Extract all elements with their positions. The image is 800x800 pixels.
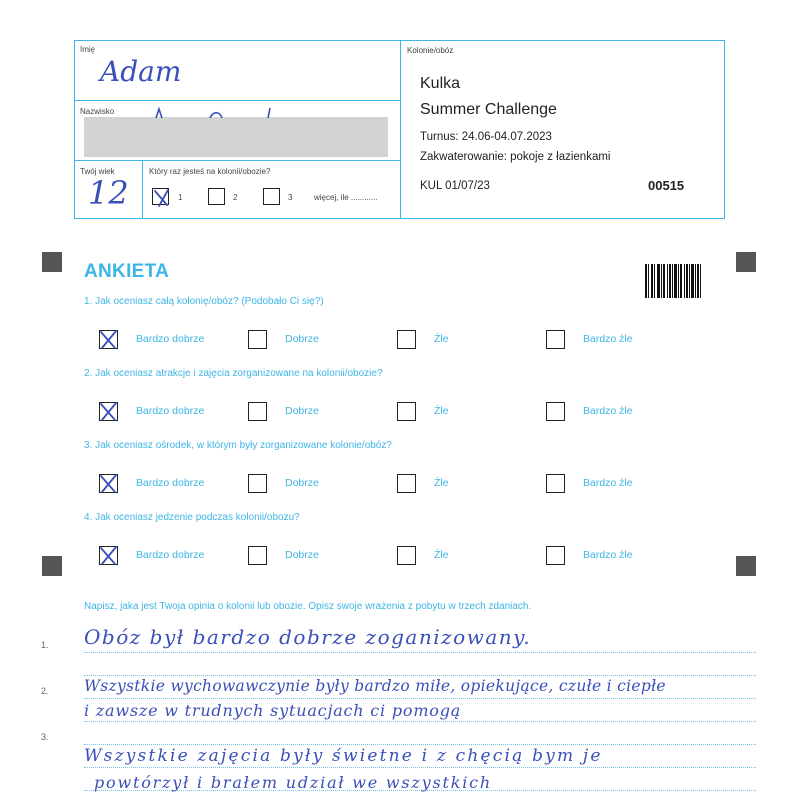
option-label: Bardzo źle bbox=[583, 405, 633, 417]
question-3-checkbox-2[interactable] bbox=[248, 474, 267, 493]
nazwisko-ink-fragments bbox=[150, 106, 280, 125]
option-label: Bardzo źle bbox=[583, 477, 633, 489]
question-4-checkbox-1[interactable] bbox=[99, 546, 118, 565]
option-label: Źle bbox=[434, 333, 449, 345]
option-label: Źle bbox=[434, 549, 449, 561]
ktory-raz-checkbox-1[interactable] bbox=[152, 188, 169, 205]
option-label: Bardzo dobrze bbox=[136, 405, 205, 417]
handwritten-x-mark-icon bbox=[149, 185, 175, 211]
header-divider-vertical bbox=[400, 41, 401, 218]
handwritten-x-mark-icon bbox=[96, 471, 122, 497]
survey-title: ANKIETA bbox=[84, 261, 170, 282]
opinion-text-line-1: Obóz był bardzo dobrze zoganizowany. bbox=[84, 625, 532, 649]
imie-label: Imię bbox=[80, 45, 96, 54]
form-number: 00515 bbox=[648, 178, 685, 193]
registration-marker-bottom-left bbox=[42, 556, 62, 576]
option-label: Bardzo dobrze bbox=[136, 549, 205, 561]
opinion-number-2: 2. bbox=[41, 686, 49, 696]
question-text: 4. Jak oceniasz jedzenie podczas kolonii/obozu? bbox=[84, 512, 300, 523]
opinion-line bbox=[84, 767, 756, 768]
option-label: Bardzo źle bbox=[583, 549, 633, 561]
option-label: Dobrze bbox=[285, 549, 319, 561]
option-label: Dobrze bbox=[285, 333, 319, 345]
ktory-raz-label: Który raz jesteś na kolonii/obozie? bbox=[149, 167, 271, 176]
question-2-checkbox-4[interactable] bbox=[546, 402, 565, 421]
option-label: Bardzo dobrze bbox=[136, 477, 205, 489]
nazwisko-label: Nazwisko bbox=[80, 107, 115, 116]
option-label: Źle bbox=[434, 477, 449, 489]
question-3-checkbox-4[interactable] bbox=[546, 474, 565, 493]
question-1-checkbox-4[interactable] bbox=[546, 330, 565, 349]
question-3-checkbox-1[interactable] bbox=[99, 474, 118, 493]
zakwaterowanie: Zakwaterowanie: pokoje z łazienkami bbox=[420, 151, 611, 163]
ktory-raz-option-1: 1 bbox=[178, 193, 183, 202]
opinion-line bbox=[84, 652, 756, 653]
camp-code: KUL 01/07/23 bbox=[420, 180, 490, 192]
turnus: Turnus: 24.06-04.07.2023 bbox=[420, 131, 552, 143]
ktory-raz-checkbox-3[interactable] bbox=[263, 188, 280, 205]
question-text: 1. Jak oceniasz całą kolonię/obóz? (Podobało Ci się?) bbox=[84, 296, 324, 307]
handwritten-x-mark-icon bbox=[96, 399, 122, 425]
camp-program: Summer Challenge bbox=[420, 101, 557, 118]
header-divider-2 bbox=[75, 160, 400, 161]
imie-value: Adam bbox=[100, 55, 182, 88]
opinion-line bbox=[84, 675, 756, 676]
kolonie-label: Kolonie/obóz bbox=[407, 46, 454, 55]
question-1-checkbox-1[interactable] bbox=[99, 330, 118, 349]
question-2-checkbox-1[interactable] bbox=[99, 402, 118, 421]
registration-marker-top-left bbox=[42, 252, 62, 272]
opinion-line bbox=[84, 721, 756, 722]
camp-name: Kulka bbox=[420, 75, 461, 92]
ktory-raz-option-2: 2 bbox=[233, 193, 238, 202]
wiek-value: 12 bbox=[88, 174, 129, 212]
question-4-checkbox-3[interactable] bbox=[397, 546, 416, 565]
header-divider-3 bbox=[142, 160, 143, 218]
ktory-raz-checkbox-2[interactable] bbox=[208, 188, 225, 205]
opinion-number-3: 3. bbox=[41, 732, 49, 742]
opinion-line bbox=[84, 744, 756, 745]
question-1-checkbox-2[interactable] bbox=[248, 330, 267, 349]
opinion-number-1: 1. bbox=[41, 640, 49, 650]
registration-marker-top-right bbox=[736, 252, 756, 272]
option-label: Bardzo źle bbox=[583, 333, 633, 345]
question-1-checkbox-3[interactable] bbox=[397, 330, 416, 349]
question-4-checkbox-4[interactable] bbox=[546, 546, 565, 565]
opinion-text-line-4: Wszystkie zajęcia były świetne i z chęcią bym je bbox=[84, 746, 603, 766]
opinion-line bbox=[84, 698, 756, 699]
question-3-checkbox-3[interactable] bbox=[397, 474, 416, 493]
option-label: Dobrze bbox=[285, 405, 319, 417]
question-2-checkbox-2[interactable] bbox=[248, 402, 267, 421]
handwritten-x-mark-icon bbox=[96, 543, 122, 569]
opinion-text-line-5: powtórzył i brałem udział we wszystkich bbox=[94, 773, 493, 792]
option-label: Bardzo dobrze bbox=[136, 333, 205, 345]
option-label: Dobrze bbox=[285, 477, 319, 489]
question-text: 3. Jak oceniasz ośrodek, w którym były zorganizowane kolonie/obóz? bbox=[84, 440, 392, 451]
handwritten-x-mark-icon bbox=[96, 327, 122, 353]
ktory-raz-option-more: więcej, ile ............ bbox=[314, 193, 378, 202]
question-4-checkbox-2[interactable] bbox=[248, 546, 267, 565]
question-2-checkbox-3[interactable] bbox=[397, 402, 416, 421]
ktory-raz-option-3: 3 bbox=[288, 193, 293, 202]
header-divider-1 bbox=[75, 100, 400, 101]
opinion-text-line-2: Wszystkie wychowawczynie były bardzo miłe, opiekujące, czułe i ciepłe bbox=[84, 677, 666, 695]
wiek-label: Twój wiek bbox=[80, 167, 115, 176]
question-text: 2. Jak oceniasz atrakcje i zajęcia zorganizowane na kolonii/obozie? bbox=[84, 368, 383, 379]
option-label: Źle bbox=[434, 405, 449, 417]
barcode-icon bbox=[645, 264, 701, 303]
opinion-text-line-3: i zawsze w trudnych sytuacjach ci pomogą bbox=[84, 701, 462, 720]
registration-marker-bottom-right bbox=[736, 556, 756, 576]
opinion-prompt: Napisz, jaka jest Twoja opinia o kolonii lub obozie. Opisz swoje wrażenia z pobytu w trzech zdaniach. bbox=[84, 601, 532, 612]
